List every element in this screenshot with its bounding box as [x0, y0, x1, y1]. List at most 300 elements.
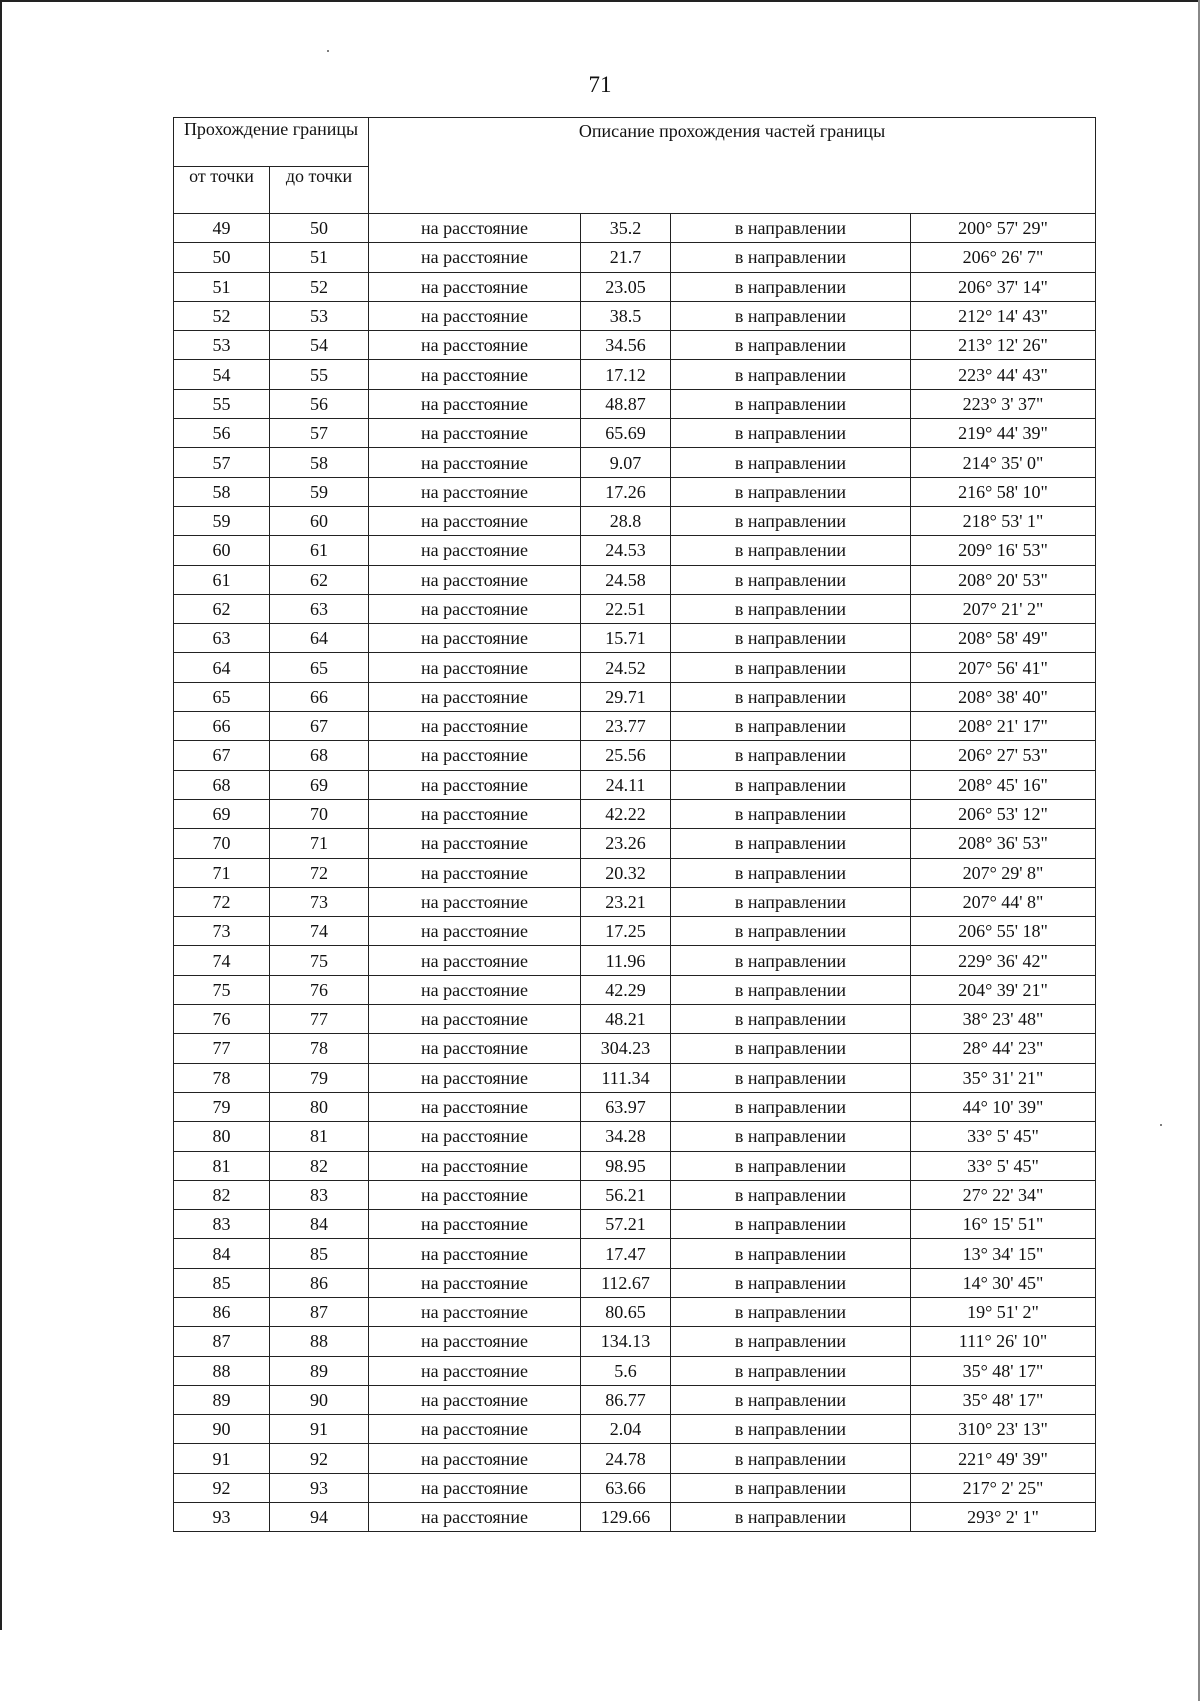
cell-distance-label: на расстояние	[369, 1151, 581, 1180]
cell-distance-label: на расстояние	[369, 653, 581, 682]
cell-distance-value: 134.13	[581, 1327, 671, 1356]
cell-direction-label: в направлении	[671, 1415, 911, 1444]
cell-distance-label: на расстояние	[369, 360, 581, 389]
cell-distance-label: на расстояние	[369, 1356, 581, 1385]
header-boundary-passage: Прохождение границы	[174, 118, 369, 167]
cell-bearing-value: 35° 48' 17"	[911, 1356, 1096, 1385]
cell-distance-label: на расстояние	[369, 1122, 581, 1151]
cell-distance-value: 25.56	[581, 741, 671, 770]
table-row	[174, 1415, 1096, 1444]
cell-to-point: 80	[270, 1092, 369, 1121]
table-row	[174, 1063, 1096, 1092]
cell-bearing-value: 310° 23' 13"	[911, 1415, 1096, 1444]
cell-distance-value: 24.11	[581, 770, 671, 799]
cell-to-point: 56	[270, 389, 369, 418]
cell-from-point: 79	[174, 1092, 270, 1121]
cell-to-point: 77	[270, 1005, 369, 1034]
cell-direction-label: в направлении	[671, 799, 911, 828]
cell-direction-label: в направлении	[671, 653, 911, 682]
cell-from-point: 84	[174, 1239, 270, 1268]
cell-from-point: 80	[174, 1122, 270, 1151]
cell-direction-label: в направлении	[671, 712, 911, 741]
cell-distance-value: 42.29	[581, 975, 671, 1004]
cell-from-point: 52	[174, 301, 270, 330]
table-row	[174, 477, 1096, 506]
cell-bearing-value: 206° 26' 7"	[911, 243, 1096, 272]
cell-to-point: 67	[270, 712, 369, 741]
cell-to-point: 66	[270, 682, 369, 711]
cell-bearing-value: 219° 44' 39"	[911, 419, 1096, 448]
cell-bearing-value: 208° 58' 49"	[911, 624, 1096, 653]
boundary-table	[173, 117, 1096, 1532]
table-row	[174, 946, 1096, 975]
table-row	[174, 214, 1096, 243]
cell-bearing-value: 38° 23' 48"	[911, 1005, 1096, 1034]
cell-bearing-value: 207° 44' 8"	[911, 887, 1096, 916]
cell-direction-label: в направлении	[671, 1444, 911, 1473]
cell-to-point: 69	[270, 770, 369, 799]
table-row	[174, 301, 1096, 330]
table-row	[174, 1239, 1096, 1268]
cell-from-point: 49	[174, 214, 270, 243]
cell-from-point: 71	[174, 858, 270, 887]
cell-to-point: 84	[270, 1210, 369, 1239]
cell-distance-label: на расстояние	[369, 1092, 581, 1121]
cell-direction-label: в направлении	[671, 419, 911, 448]
cell-distance-value: 17.26	[581, 477, 671, 506]
cell-direction-label: в направлении	[671, 594, 911, 623]
cell-from-point: 89	[174, 1385, 270, 1414]
cell-from-point: 54	[174, 360, 270, 389]
scan-frame-top	[0, 0, 1200, 2]
cell-direction-label: в направлении	[671, 1122, 911, 1151]
cell-to-point: 93	[270, 1473, 369, 1502]
table-row	[174, 1356, 1096, 1385]
cell-from-point: 63	[174, 624, 270, 653]
table-row	[174, 243, 1096, 272]
cell-direction-label: в направлении	[671, 1005, 911, 1034]
cell-direction-label: в направлении	[671, 477, 911, 506]
cell-distance-value: 23.77	[581, 712, 671, 741]
cell-distance-label: на расстояние	[369, 1268, 581, 1297]
cell-bearing-value: 293° 2' 1"	[911, 1503, 1096, 1532]
cell-bearing-value: 207° 21' 2"	[911, 594, 1096, 623]
table-row	[174, 272, 1096, 301]
cell-direction-label: в направлении	[671, 946, 911, 975]
table-row	[174, 682, 1096, 711]
cell-to-point: 83	[270, 1180, 369, 1209]
cell-distance-value: 24.52	[581, 653, 671, 682]
cell-bearing-value: 218° 53' 1"	[911, 506, 1096, 535]
table-body	[174, 214, 1096, 1532]
table-row	[174, 1268, 1096, 1297]
cell-distance-value: 42.22	[581, 799, 671, 828]
cell-from-point: 85	[174, 1268, 270, 1297]
table-row	[174, 331, 1096, 360]
cell-direction-label: в направлении	[671, 389, 911, 418]
cell-from-point: 58	[174, 477, 270, 506]
cell-distance-value: 48.87	[581, 389, 671, 418]
table-row	[174, 741, 1096, 770]
cell-to-point: 82	[270, 1151, 369, 1180]
cell-from-point: 67	[174, 741, 270, 770]
cell-to-point: 88	[270, 1327, 369, 1356]
table-row	[174, 917, 1096, 946]
cell-from-point: 72	[174, 887, 270, 916]
cell-direction-label: в направлении	[671, 1151, 911, 1180]
cell-direction-label: в направлении	[671, 1180, 911, 1209]
cell-distance-value: 63.97	[581, 1092, 671, 1121]
cell-direction-label: в направлении	[671, 1210, 911, 1239]
cell-distance-label: на расстояние	[369, 975, 581, 1004]
cell-from-point: 60	[174, 536, 270, 565]
cell-distance-value: 24.78	[581, 1444, 671, 1473]
cell-bearing-value: 204° 39' 21"	[911, 975, 1096, 1004]
cell-from-point: 92	[174, 1473, 270, 1502]
cell-bearing-value: 207° 56' 41"	[911, 653, 1096, 682]
cell-distance-value: 24.53	[581, 536, 671, 565]
cell-direction-label: в направлении	[671, 272, 911, 301]
cell-direction-label: в направлении	[671, 829, 911, 858]
cell-from-point: 55	[174, 389, 270, 418]
cell-bearing-value: 207° 29' 8"	[911, 858, 1096, 887]
cell-to-point: 59	[270, 477, 369, 506]
cell-direction-label: в направлении	[671, 506, 911, 535]
cell-to-point: 72	[270, 858, 369, 887]
cell-distance-value: 11.96	[581, 946, 671, 975]
cell-from-point: 51	[174, 272, 270, 301]
cell-to-point: 55	[270, 360, 369, 389]
cell-distance-value: 98.95	[581, 1151, 671, 1180]
cell-distance-value: 17.47	[581, 1239, 671, 1268]
cell-from-point: 82	[174, 1180, 270, 1209]
cell-distance-label: на расстояние	[369, 272, 581, 301]
cell-distance-label: на расстояние	[369, 1005, 581, 1034]
cell-distance-label: на расстояние	[369, 1210, 581, 1239]
cell-distance-label: на расстояние	[369, 741, 581, 770]
cell-distance-value: 112.67	[581, 1268, 671, 1297]
table-row	[174, 536, 1096, 565]
cell-direction-label: в направлении	[671, 887, 911, 916]
cell-distance-label: на расстояние	[369, 565, 581, 594]
cell-to-point: 92	[270, 1444, 369, 1473]
table-row	[174, 389, 1096, 418]
cell-distance-value: 21.7	[581, 243, 671, 272]
cell-direction-label: в направлении	[671, 1356, 911, 1385]
table-row	[174, 1180, 1096, 1209]
table-row	[174, 1444, 1096, 1473]
cell-distance-label: на расстояние	[369, 624, 581, 653]
cell-to-point: 54	[270, 331, 369, 360]
cell-distance-label: на расстояние	[369, 243, 581, 272]
cell-distance-label: на расстояние	[369, 419, 581, 448]
cell-from-point: 83	[174, 1210, 270, 1239]
cell-from-point: 88	[174, 1356, 270, 1385]
cell-to-point: 68	[270, 741, 369, 770]
cell-distance-label: на расстояние	[369, 770, 581, 799]
cell-bearing-value: 35° 31' 21"	[911, 1063, 1096, 1092]
cell-distance-label: на расстояние	[369, 917, 581, 946]
cell-direction-label: в направлении	[671, 1063, 911, 1092]
cell-from-point: 77	[174, 1034, 270, 1063]
cell-distance-label: на расстояние	[369, 1239, 581, 1268]
cell-distance-value: 24.58	[581, 565, 671, 594]
cell-distance-label: на расстояние	[369, 331, 581, 360]
cell-from-point: 86	[174, 1297, 270, 1326]
cell-distance-label: на расстояние	[369, 536, 581, 565]
cell-distance-label: на расстояние	[369, 829, 581, 858]
cell-from-point: 50	[174, 243, 270, 272]
cell-distance-value: 15.71	[581, 624, 671, 653]
cell-to-point: 90	[270, 1385, 369, 1414]
table-row	[174, 448, 1096, 477]
cell-from-point: 61	[174, 565, 270, 594]
table-row	[174, 506, 1096, 535]
cell-direction-label: в направлении	[671, 1092, 911, 1121]
cell-bearing-value: 206° 55' 18"	[911, 917, 1096, 946]
cell-direction-label: в направлении	[671, 214, 911, 243]
cell-to-point: 71	[270, 829, 369, 858]
cell-direction-label: в направлении	[671, 1239, 911, 1268]
cell-from-point: 62	[174, 594, 270, 623]
table-row	[174, 1005, 1096, 1034]
cell-from-point: 74	[174, 946, 270, 975]
cell-bearing-value: 208° 20' 53"	[911, 565, 1096, 594]
cell-to-point: 65	[270, 653, 369, 682]
cell-distance-value: 2.04	[581, 1415, 671, 1444]
cell-bearing-value: 33° 5' 45"	[911, 1122, 1096, 1151]
cell-to-point: 86	[270, 1268, 369, 1297]
cell-distance-value: 9.07	[581, 448, 671, 477]
cell-bearing-value: 208° 21' 17"	[911, 712, 1096, 741]
cell-distance-value: 29.71	[581, 682, 671, 711]
cell-bearing-value: 213° 12' 26"	[911, 331, 1096, 360]
cell-distance-label: на расстояние	[369, 506, 581, 535]
cell-from-point: 68	[174, 770, 270, 799]
cell-to-point: 51	[270, 243, 369, 272]
cell-direction-label: в направлении	[671, 565, 911, 594]
cell-from-point: 90	[174, 1415, 270, 1444]
page-number: 71	[588, 72, 612, 97]
header-to-point: до точки	[270, 167, 369, 214]
table-row	[174, 1034, 1096, 1063]
cell-distance-label: на расстояние	[369, 594, 581, 623]
cell-direction-label: в направлении	[671, 243, 911, 272]
table-row	[174, 565, 1096, 594]
cell-to-point: 53	[270, 301, 369, 330]
cell-direction-label: в направлении	[671, 448, 911, 477]
cell-distance-value: 56.21	[581, 1180, 671, 1209]
cell-distance-label: на расстояние	[369, 887, 581, 916]
cell-from-point: 70	[174, 829, 270, 858]
cell-distance-label: на расстояние	[369, 858, 581, 887]
cell-bearing-value: 208° 36' 53"	[911, 829, 1096, 858]
cell-distance-value: 57.21	[581, 1210, 671, 1239]
scan-speck	[327, 50, 329, 52]
table-row	[174, 1151, 1096, 1180]
cell-distance-value: 65.69	[581, 419, 671, 448]
cell-distance-label: на расстояние	[369, 946, 581, 975]
cell-distance-value: 28.8	[581, 506, 671, 535]
cell-direction-label: в направлении	[671, 536, 911, 565]
cell-bearing-value: 208° 38' 40"	[911, 682, 1096, 711]
cell-to-point: 60	[270, 506, 369, 535]
cell-to-point: 79	[270, 1063, 369, 1092]
cell-direction-label: в направлении	[671, 858, 911, 887]
header-from-point: от точки	[174, 167, 270, 214]
cell-to-point: 76	[270, 975, 369, 1004]
cell-to-point: 57	[270, 419, 369, 448]
cell-distance-value: 23.26	[581, 829, 671, 858]
table-row	[174, 799, 1096, 828]
cell-bearing-value: 206° 53' 12"	[911, 799, 1096, 828]
table-row	[174, 624, 1096, 653]
cell-distance-value: 22.51	[581, 594, 671, 623]
cell-bearing-value: 209° 16' 53"	[911, 536, 1096, 565]
table-row	[174, 653, 1096, 682]
cell-distance-value: 5.6	[581, 1356, 671, 1385]
cell-distance-value: 17.12	[581, 360, 671, 389]
cell-from-point: 69	[174, 799, 270, 828]
cell-bearing-value: 212° 14' 43"	[911, 301, 1096, 330]
cell-direction-label: в направлении	[671, 360, 911, 389]
cell-direction-label: в направлении	[671, 1034, 911, 1063]
cell-direction-label: в направлении	[671, 682, 911, 711]
cell-distance-value: 48.21	[581, 1005, 671, 1034]
table-row	[174, 360, 1096, 389]
cell-from-point: 57	[174, 448, 270, 477]
cell-distance-label: на расстояние	[369, 1444, 581, 1473]
cell-bearing-value: 35° 48' 17"	[911, 1385, 1096, 1414]
cell-distance-value: 111.34	[581, 1063, 671, 1092]
cell-bearing-value: 206° 37' 14"	[911, 272, 1096, 301]
cell-from-point: 87	[174, 1327, 270, 1356]
cell-distance-label: на расстояние	[369, 1180, 581, 1209]
cell-distance-label: на расстояние	[369, 389, 581, 418]
table-row	[174, 858, 1096, 887]
cell-to-point: 94	[270, 1503, 369, 1532]
table-row	[174, 887, 1096, 916]
table-row	[174, 1297, 1096, 1326]
cell-to-point: 63	[270, 594, 369, 623]
cell-distance-label: на расстояние	[369, 1327, 581, 1356]
table-row	[174, 1210, 1096, 1239]
cell-from-point: 59	[174, 506, 270, 535]
cell-distance-label: на расстояние	[369, 1473, 581, 1502]
cell-bearing-value: 214° 35' 0"	[911, 448, 1096, 477]
cell-bearing-value: 14° 30' 45"	[911, 1268, 1096, 1297]
cell-to-point: 73	[270, 887, 369, 916]
cell-distance-label: на расстояние	[369, 682, 581, 711]
cell-distance-label: на расстояние	[369, 1415, 581, 1444]
table-row	[174, 1385, 1096, 1414]
cell-direction-label: в направлении	[671, 975, 911, 1004]
cell-bearing-value: 221° 49' 39"	[911, 1444, 1096, 1473]
cell-from-point: 91	[174, 1444, 270, 1473]
cell-direction-label: в направлении	[671, 1268, 911, 1297]
cell-distance-label: на расстояние	[369, 712, 581, 741]
cell-direction-label: в направлении	[671, 770, 911, 799]
cell-distance-value: 23.21	[581, 887, 671, 916]
cell-distance-label: на расстояние	[369, 799, 581, 828]
cell-to-point: 61	[270, 536, 369, 565]
cell-to-point: 58	[270, 448, 369, 477]
cell-from-point: 76	[174, 1005, 270, 1034]
cell-direction-label: в направлении	[671, 1473, 911, 1502]
table-row	[174, 1327, 1096, 1356]
cell-distance-value: 63.66	[581, 1473, 671, 1502]
cell-bearing-value: 206° 27' 53"	[911, 741, 1096, 770]
scan-frame-left	[0, 0, 2, 1630]
cell-distance-label: на расстояние	[369, 448, 581, 477]
cell-to-point: 75	[270, 946, 369, 975]
cell-direction-label: в направлении	[671, 1385, 911, 1414]
cell-distance-value: 17.25	[581, 917, 671, 946]
cell-bearing-value: 13° 34' 15"	[911, 1239, 1096, 1268]
cell-to-point: 89	[270, 1356, 369, 1385]
cell-bearing-value: 223° 3' 37"	[911, 389, 1096, 418]
cell-from-point: 53	[174, 331, 270, 360]
cell-bearing-value: 229° 36' 42"	[911, 946, 1096, 975]
cell-distance-value: 86.77	[581, 1385, 671, 1414]
cell-distance-label: на расстояние	[369, 214, 581, 243]
cell-direction-label: в направлении	[671, 301, 911, 330]
cell-distance-value: 304.23	[581, 1034, 671, 1063]
table-row	[174, 594, 1096, 623]
cell-to-point: 64	[270, 624, 369, 653]
cell-direction-label: в направлении	[671, 1297, 911, 1326]
cell-distance-value: 129.66	[581, 1503, 671, 1532]
cell-distance-value: 34.56	[581, 331, 671, 360]
cell-distance-label: на расстояние	[369, 1297, 581, 1326]
scan-speck	[1160, 1124, 1162, 1126]
cell-to-point: 52	[270, 272, 369, 301]
cell-direction-label: в направлении	[671, 331, 911, 360]
cell-bearing-value: 223° 44' 43"	[911, 360, 1096, 389]
cell-distance-value: 38.5	[581, 301, 671, 330]
cell-bearing-value: 217° 2' 25"	[911, 1473, 1096, 1502]
cell-bearing-value: 28° 44' 23"	[911, 1034, 1096, 1063]
cell-bearing-value: 27° 22' 34"	[911, 1180, 1096, 1209]
cell-to-point: 74	[270, 917, 369, 946]
table-row	[174, 1503, 1096, 1532]
cell-from-point: 78	[174, 1063, 270, 1092]
cell-distance-label: на расстояние	[369, 1063, 581, 1092]
table-row	[174, 712, 1096, 741]
cell-to-point: 62	[270, 565, 369, 594]
cell-distance-label: на расстояние	[369, 477, 581, 506]
cell-to-point: 87	[270, 1297, 369, 1326]
table-row	[174, 829, 1096, 858]
cell-bearing-value: 208° 45' 16"	[911, 770, 1096, 799]
cell-to-point: 85	[270, 1239, 369, 1268]
cell-distance-value: 35.2	[581, 214, 671, 243]
cell-bearing-value: 44° 10' 39"	[911, 1092, 1096, 1121]
table-row	[174, 1122, 1096, 1151]
cell-from-point: 93	[174, 1503, 270, 1532]
cell-distance-value: 80.65	[581, 1297, 671, 1326]
cell-to-point: 78	[270, 1034, 369, 1063]
cell-distance-label: на расстояние	[369, 1034, 581, 1063]
cell-direction-label: в направлении	[671, 917, 911, 946]
header-description: Описание прохождения частей границы	[369, 118, 1096, 214]
cell-from-point: 66	[174, 712, 270, 741]
cell-from-point: 64	[174, 653, 270, 682]
table-row	[174, 1473, 1096, 1502]
table-row	[174, 770, 1096, 799]
cell-from-point: 81	[174, 1151, 270, 1180]
table-row	[174, 975, 1096, 1004]
